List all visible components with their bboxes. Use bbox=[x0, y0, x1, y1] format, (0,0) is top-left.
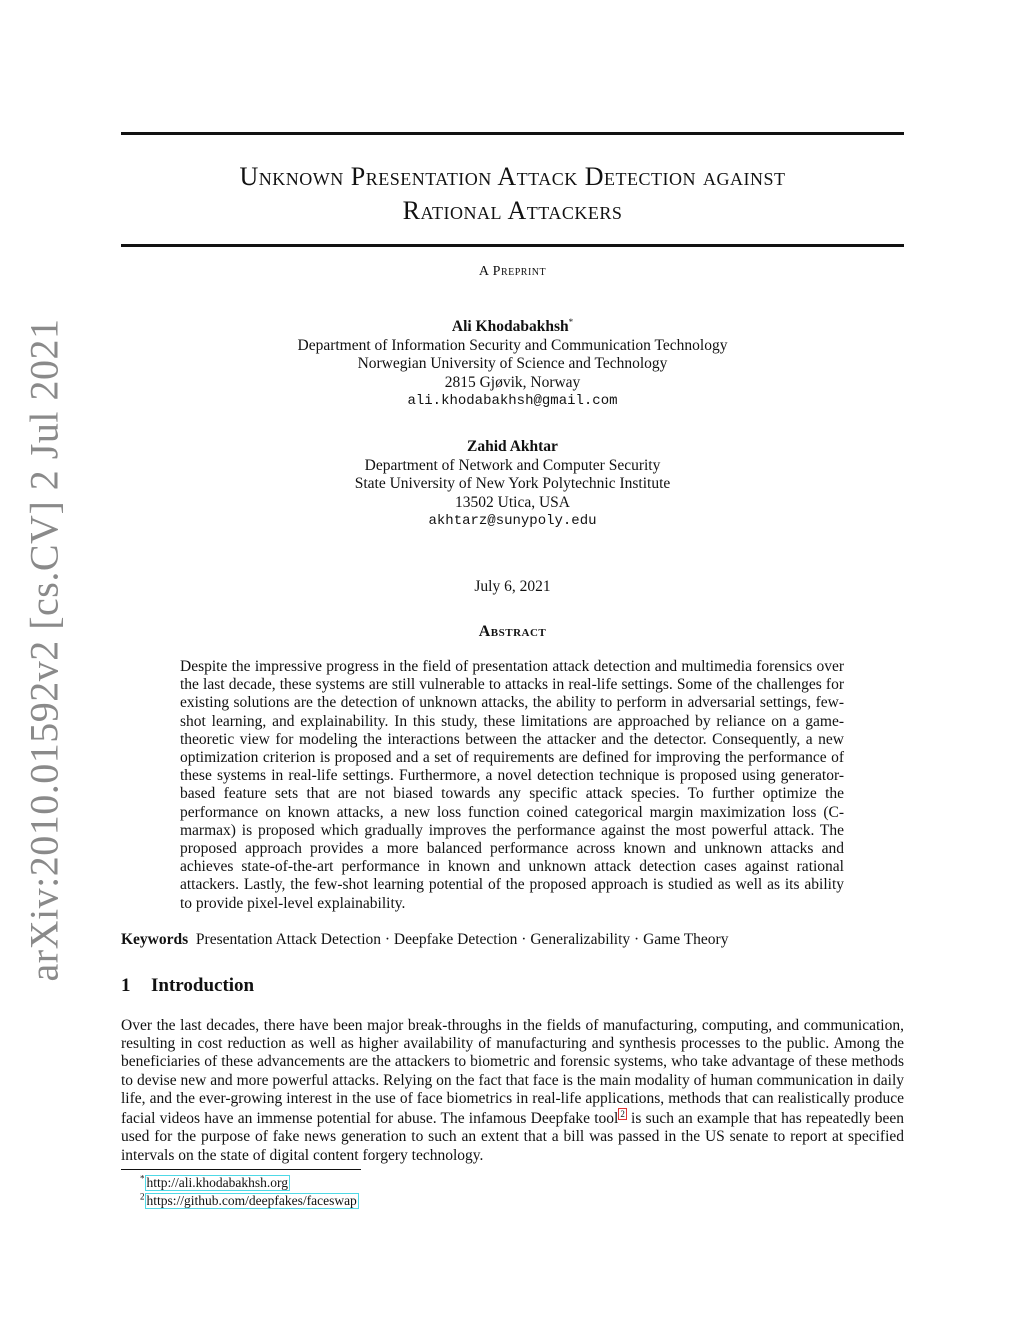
footnote-item bbox=[140, 1174, 359, 1192]
title-bottom-rule bbox=[121, 244, 904, 247]
author-email[interactable]: akhtarz@sunypoly.edu bbox=[428, 513, 597, 529]
title-line-2: Rational Attackers bbox=[402, 196, 623, 225]
author-institution: State University of New York Polytechnic Institute bbox=[354, 475, 671, 492]
intro-paragraph bbox=[121, 1017, 904, 1165]
author-location: 13502 Utica, USA bbox=[455, 493, 570, 511]
section-heading bbox=[121, 975, 254, 997]
intro-text-2: is such an example that has repeatedly been used for the purpose of fake news generation to such an extent that a bill was passed in the US senate to report at specified intervals on the state of digital content forgery technology. bbox=[121, 1110, 904, 1164]
footnote-link[interactable]: http://ali.khodabakhsh.org bbox=[146, 1175, 288, 1190]
footnote-ref-link[interactable]: 2 bbox=[620, 1109, 625, 1120]
author-department: Department of Network and Computer Security bbox=[364, 456, 661, 474]
keywords-label: Keywords bbox=[121, 931, 189, 948]
title-top-rule bbox=[121, 132, 904, 135]
section-number: 1 bbox=[121, 975, 131, 996]
footnote-mark: 2 bbox=[140, 1191, 145, 1202]
keywords-text: Presentation Attack Detection · Deepfake Detection · Generalizability · Game Theory bbox=[195, 931, 729, 948]
footnotes bbox=[140, 1174, 359, 1210]
author-footnote-mark: * bbox=[568, 316, 574, 327]
author-block-1 bbox=[121, 318, 904, 411]
paper-date: July 6, 2021 bbox=[474, 578, 551, 595]
author-email[interactable]: ali.khodabakhsh@gmail.com bbox=[407, 393, 618, 409]
keywords bbox=[121, 931, 904, 949]
author-location: 2815 Gjøvik, Norway bbox=[444, 373, 581, 391]
intro-text-1: Over the last decades, there have been major break-throughs in the fields of manufacturing, computing, and communication, resulting in cost reduction as well as higher availability of manufacturing and synthesis processes to the public. Among the beneficiaries of these advancements are the attackers to biometric and forensic systems, who take advantage of these methods to devise new and more powerful attacks. Relying on the fact that face is the main modality of human communication in daily life, and the ever-growing interest in the use of face biometrics in real-life applications, methods that can realistically produce facial videos have an immense potential for abuse. The infamous Deepfake tool bbox=[121, 1017, 904, 1128]
footnote-rule bbox=[121, 1169, 361, 1170]
author-name: Ali Khodabakhsh bbox=[451, 318, 569, 335]
footnote-mark: * bbox=[140, 1173, 145, 1184]
author-name: Zahid Akhtar bbox=[467, 438, 558, 455]
footnote-item bbox=[140, 1192, 359, 1210]
author-institution: Norwegian University of Science and Technology bbox=[357, 355, 668, 372]
abstract-heading: Abstract bbox=[478, 623, 547, 640]
title-line-1: Unknown Presentation Attack Detection against bbox=[239, 162, 786, 191]
author-department: Department of Information Security and Communication Technology bbox=[297, 336, 728, 354]
footnote-link[interactable]: https://github.com/deepfakes/faceswap bbox=[146, 1193, 357, 1208]
section-title: Introduction bbox=[151, 975, 255, 996]
abstract-text: Despite the impressive progress in the field of presentation attack detection and multimedia forensics over the last decade, these systems are still vulnerable to attacks in real-life settings. Some of the challenges for existing solutions are the detection of unknown attacks, the ability to perform in adversarial settings, few-shot learning, and explainability. In this study, these limitations are approached by reliance on a game-theoretic view for modeling the interactions between the attacker and the detector. Consequently, a new optimization criterion is proposed and a set of requirements are defined for improving the performance of these systems in real-life settings. Furthermore, a novel detection technique is proposed using generator-based feature sets that are not biased towards any specific attack species. To further optimize the performance on known attacks, a new loss function coined categorical margin maximization loss (C-marmax) is proposed which gradually improves the performance against the most powerful attack. The proposed approach provides a more balanced performance across known and unknown attacks and achieves state-of-the-art performance in known and unknown attack detection cases against rational attackers. Lastly, the few-shot learning potential of the proposed approach is studied as well as its ability to provide pixel-level explainability. bbox=[180, 658, 844, 912]
preprint-label: A Preprint bbox=[478, 264, 547, 279]
paper-title bbox=[121, 160, 904, 228]
arxiv-stamp: arXiv:2010.01592v2 [cs.CV] 2 Jul 2021 bbox=[21, 318, 67, 982]
author-block-2 bbox=[121, 438, 904, 531]
